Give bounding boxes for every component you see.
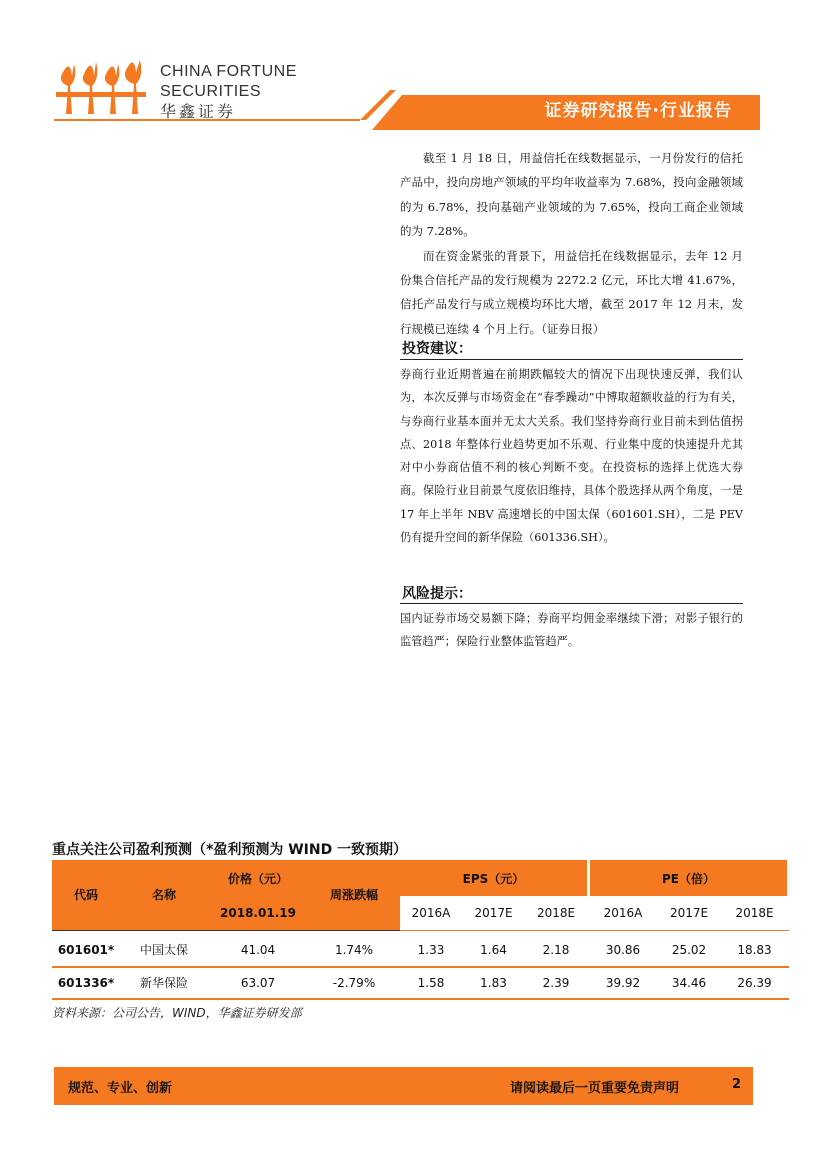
year-eps-2017: 2017E [462, 896, 525, 930]
row-code: 601601* [52, 934, 120, 967]
row-eps-2017: 1.64 [462, 934, 525, 967]
risk-text: 国内证券市场交易额下降；券商平均佣金率继续下滑；对影子银行的监管趋严；保险行业整体监管趋严。 [400, 612, 743, 649]
row-pe-2018: 26.39 [722, 967, 787, 999]
risk-rule [400, 603, 743, 604]
risk-title: 风险提示： [402, 586, 472, 602]
row-pe-2016: 30.86 [590, 934, 656, 967]
row-eps-2017: 1.83 [462, 967, 525, 999]
advice-text: 券商行业近期普遍在前期跌幅较大的情况下出现快速反弹，我们认为，本次反弹与市场资金在“春季躁动”中博取超额收益的行为有关，与券商行业基本面并无太大关系。我们坚持券商行业目前未到估值拐点、2018 年整体行业趋势更加不乐观、行业集中度的快速提升尤其对中小券商估值不利的核心判断不变。在投资标的选择上优选大券商。保险行业目前景气度依旧维持，具体个股选择从两个角度，一是 17 年上半年 NBV 高速增长的中国太保（601601.SH），二是 PEV 仍有提升空间的新华保险（601336.SH）。 [400, 368, 743, 545]
footer-slogan: 规范、专业、创新 [68, 1081, 173, 1096]
row-pe-2017: 25.02 [656, 934, 722, 967]
table-row [52, 967, 789, 999]
row-pe-2016: 39.92 [590, 967, 656, 999]
advice-text-block [400, 363, 743, 549]
news-paragraphs [400, 146, 743, 341]
row-change: -2.79% [308, 967, 400, 999]
row-eps-2018: 2.39 [525, 967, 587, 999]
row-name: 新华保险 [120, 967, 208, 999]
row-code: 601336* [52, 967, 120, 999]
row-name: 中国太保 [120, 934, 208, 967]
table-title: 重点关注公司盈利预测（*盈利预测为 WIND 一致预期） [52, 842, 408, 858]
year-eps-2018: 2018E [525, 896, 587, 930]
company-name-cn: 华鑫证券 [160, 102, 237, 121]
footer-disclaimer: 请阅读最后一页重要免责声明 [510, 1081, 680, 1096]
row-pe-2018: 18.83 [722, 934, 787, 967]
header-change: 周涨跌幅 [308, 860, 400, 930]
table-row [52, 934, 789, 967]
report-type-title: 证券研究报告·行业报告 [544, 101, 732, 121]
table-source: 资料来源：公司公告，WIND，华鑫证券研发部 [52, 1006, 302, 1020]
row-eps-2016: 1.58 [400, 967, 462, 999]
page-number: 2 [732, 1077, 742, 1092]
row-price: 41.04 [208, 934, 308, 967]
row-pe-2017: 34.46 [656, 967, 722, 999]
company-name-en-2: SECURITIES [160, 83, 262, 100]
advice-title: 投资建议： [402, 341, 472, 357]
year-pe-2017: 2017E [656, 896, 722, 930]
row-price: 63.07 [208, 967, 308, 999]
year-pe-2018: 2018E [722, 896, 787, 930]
paragraph-1: 截至 1 月 18 日，用益信托在线数据显示，一月份发行的信托产品中，投向房地产领域的平均年收益率为 7.68%，投向金融领域的为 6.78%，投向基础产业领域的为 7.65%，投向工商企业领域的为 7.28%。 [400, 151, 743, 239]
header-pe: PE（倍） [590, 860, 787, 896]
company-name-en-1: CHINA FORTUNE [160, 63, 297, 80]
row-change: 1.74% [308, 934, 400, 967]
row-eps-2018: 2.18 [525, 934, 587, 967]
year-eps-2016: 2016A [400, 896, 462, 930]
header-code: 代码 [52, 860, 120, 930]
header-eps: EPS（元） [400, 860, 587, 896]
header-date: 2018.01.19 [208, 896, 308, 930]
year-pe-2016: 2016A [590, 896, 656, 930]
advice-rule [400, 359, 743, 360]
row-eps-2016: 1.33 [400, 934, 462, 967]
earnings-forecast-table [52, 860, 789, 1000]
header-gap-2 [787, 860, 789, 896]
paragraph-2: 而在资金紧张的背景下，用益信托在线数据显示，去年 12 月份集合信托产品的发行规模为 2272.2 亿元，环比大增 41.67%，信托产品发行与成立规模均环比大增，截至 2017 年 12 月末，发行规模已连续 4 个月上行。（证券日报） [400, 248, 743, 336]
header-price: 价格（元） [208, 860, 308, 896]
header-name: 名称 [120, 860, 208, 930]
risk-text-block [400, 607, 743, 654]
